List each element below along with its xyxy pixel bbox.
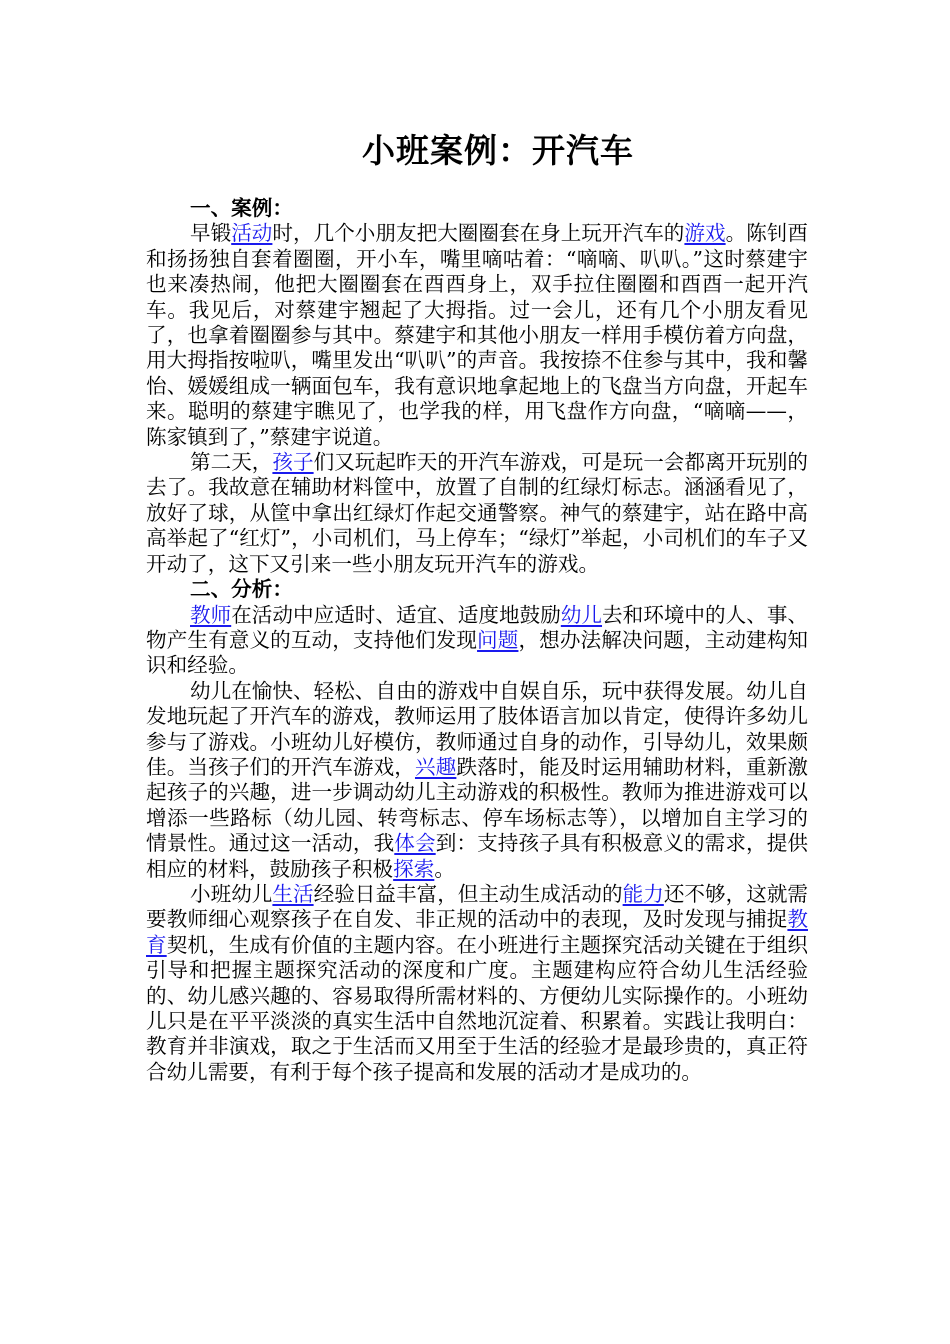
hyperlink[interactable]: 兴趣: [414, 754, 457, 779]
paragraph-text: 们又玩起昨天的开汽车游戏，可是玩一会都离开玩别的去了。我故意在辅助材料筐中，放置了自制的红绿灯标志。涵涵看见了，放好了球，从筐中拿出红绿灯作起交通警察。神气的蔡建宇，站在路中高高举起了“红灯”，小司机们，马上停车；“绿灯”举起，小司机们的车子又开动了，这下又引来一些小朋友玩开汽车的游戏。: [146, 450, 809, 576]
hyperlink[interactable]: 问题: [477, 627, 519, 652]
paragraph-text: 时，几个小朋友把大圈圈套在身上玩开汽车的: [272, 221, 685, 246]
hyperlink[interactable]: 游戏: [684, 221, 726, 246]
hyperlink[interactable]: 能力: [622, 881, 664, 906]
hyperlink[interactable]: 幼儿: [560, 602, 603, 627]
hyperlink[interactable]: 教师: [190, 602, 232, 627]
section-heading-analysis: 二、分析：: [190, 577, 293, 602]
paragraph-text: ，想办法解决问题，主动建构知识和经验。: [146, 627, 809, 678]
paragraph-text: 在活动中应适时、适宜、适度地鼓励: [231, 602, 561, 627]
hyperlink[interactable]: 教育: [146, 907, 808, 957]
paragraph-text: 还不够，这就需要教师细心观察孩子在自发、非正规的活动中的表现，及时发现与捕捉: [146, 881, 809, 932]
paragraph-text: 契机，生成有价值的主题内容。在小班进行主题探究活动关键在于组织引导和把握主题探究活动的深度和广度。主题建构应符合幼儿生活经验的、幼儿感兴趣的、容易取得所需材料的、方便幼儿实际操作的。小班幼儿只是在平平淡淡的真实生活中自然地沉淀着、积累着。实践让我明白：教育并非演戏，取之于生活而又用至于生活的经验才是最珍贵的，真正符合幼儿需要，有利于每个孩子提高和发展的活动才是成功的。: [146, 932, 809, 1084]
paragraph-text: 早锻: [190, 221, 232, 246]
paragraph-text: 小班幼儿: [190, 881, 273, 906]
hyperlink[interactable]: 活动: [231, 221, 273, 246]
paragraph-text: 幼儿在愉快、轻松、自由的游戏中自娱自乐，玩中获得发展。幼儿自发地玩起了开汽车的游戏，教师运用了肢体语言加以肯定，使得许多幼儿参与了游戏。小班幼儿好模仿，教师通过自身的动作，引导幼儿，效果颇佳。当孩子们的开汽车游戏，: [146, 678, 808, 779]
hyperlink[interactable]: 生活: [272, 881, 314, 906]
paragraph-case-1: [146, 221, 808, 450]
hyperlink[interactable]: 体会: [394, 831, 436, 856]
paragraph-text: 跌落时，能及时运用辅助材料，重新激起孩子的兴趣，进一步调动幼儿主动游戏的积极性。教师为推进游戏可以增添一些路标（幼儿园、转弯标志、停车场标志等），以增加自主学习的情景性。通过这一活动，我: [146, 754, 809, 856]
paragraph-text: 到：支持孩子具有积极意义的需求，提供相应的材料，鼓励孩子积极: [146, 831, 809, 881]
paragraph-text: 。: [434, 856, 455, 881]
paragraph-text: 经验日益丰富，但主动生成活动的: [313, 881, 623, 906]
paragraph-analysis-1: [146, 603, 808, 679]
paragraph-text: 第二天，: [190, 450, 273, 475]
page-title: 小班案例：开汽车: [362, 131, 634, 170]
section-heading-case: 一、案例：: [190, 196, 293, 220]
paragraph-analysis-3: [146, 882, 808, 1085]
paragraph-text: 去和环境中的人、事、物产生有意义的互动，支持他们发现: [146, 602, 809, 652]
document-body: [146, 196, 808, 1085]
hyperlink[interactable]: 孩子: [272, 450, 314, 475]
paragraph-text: 。陈钊酉和扬扬独自套着圈圈，开小车，嘴里嘀咕着：“嘀嘀、叭叭。”这时蔡建宇也来凑热闹，他把大圈圈套在酉酉身上，双手拉住圈圈和酉酉一起开汽车。我见后，对蔡建宇翘起了大拇指。过一会儿，还有几个小朋友看见了，也拿着圈圈参与其中。蔡建宇和其他小朋友一样用手模仿着方向盘，用大拇指按啦叭，嘴里发出“叭叭”的声音。我按捺不住参与其中，我和馨怡、媛媛组成一辆面包车，我有意识地拿起地上的飞盘当方向盘，开起车来。聪明的蔡建宇瞧见了，也学我的样，用飞盘作方向盘，“嘀嘀——，陈家镇到了，”蔡建宇说道。: [146, 221, 809, 449]
hyperlink[interactable]: 探索: [393, 856, 435, 881]
paragraph-case-2: [146, 450, 808, 577]
paragraph-analysis-2: [146, 679, 808, 882]
